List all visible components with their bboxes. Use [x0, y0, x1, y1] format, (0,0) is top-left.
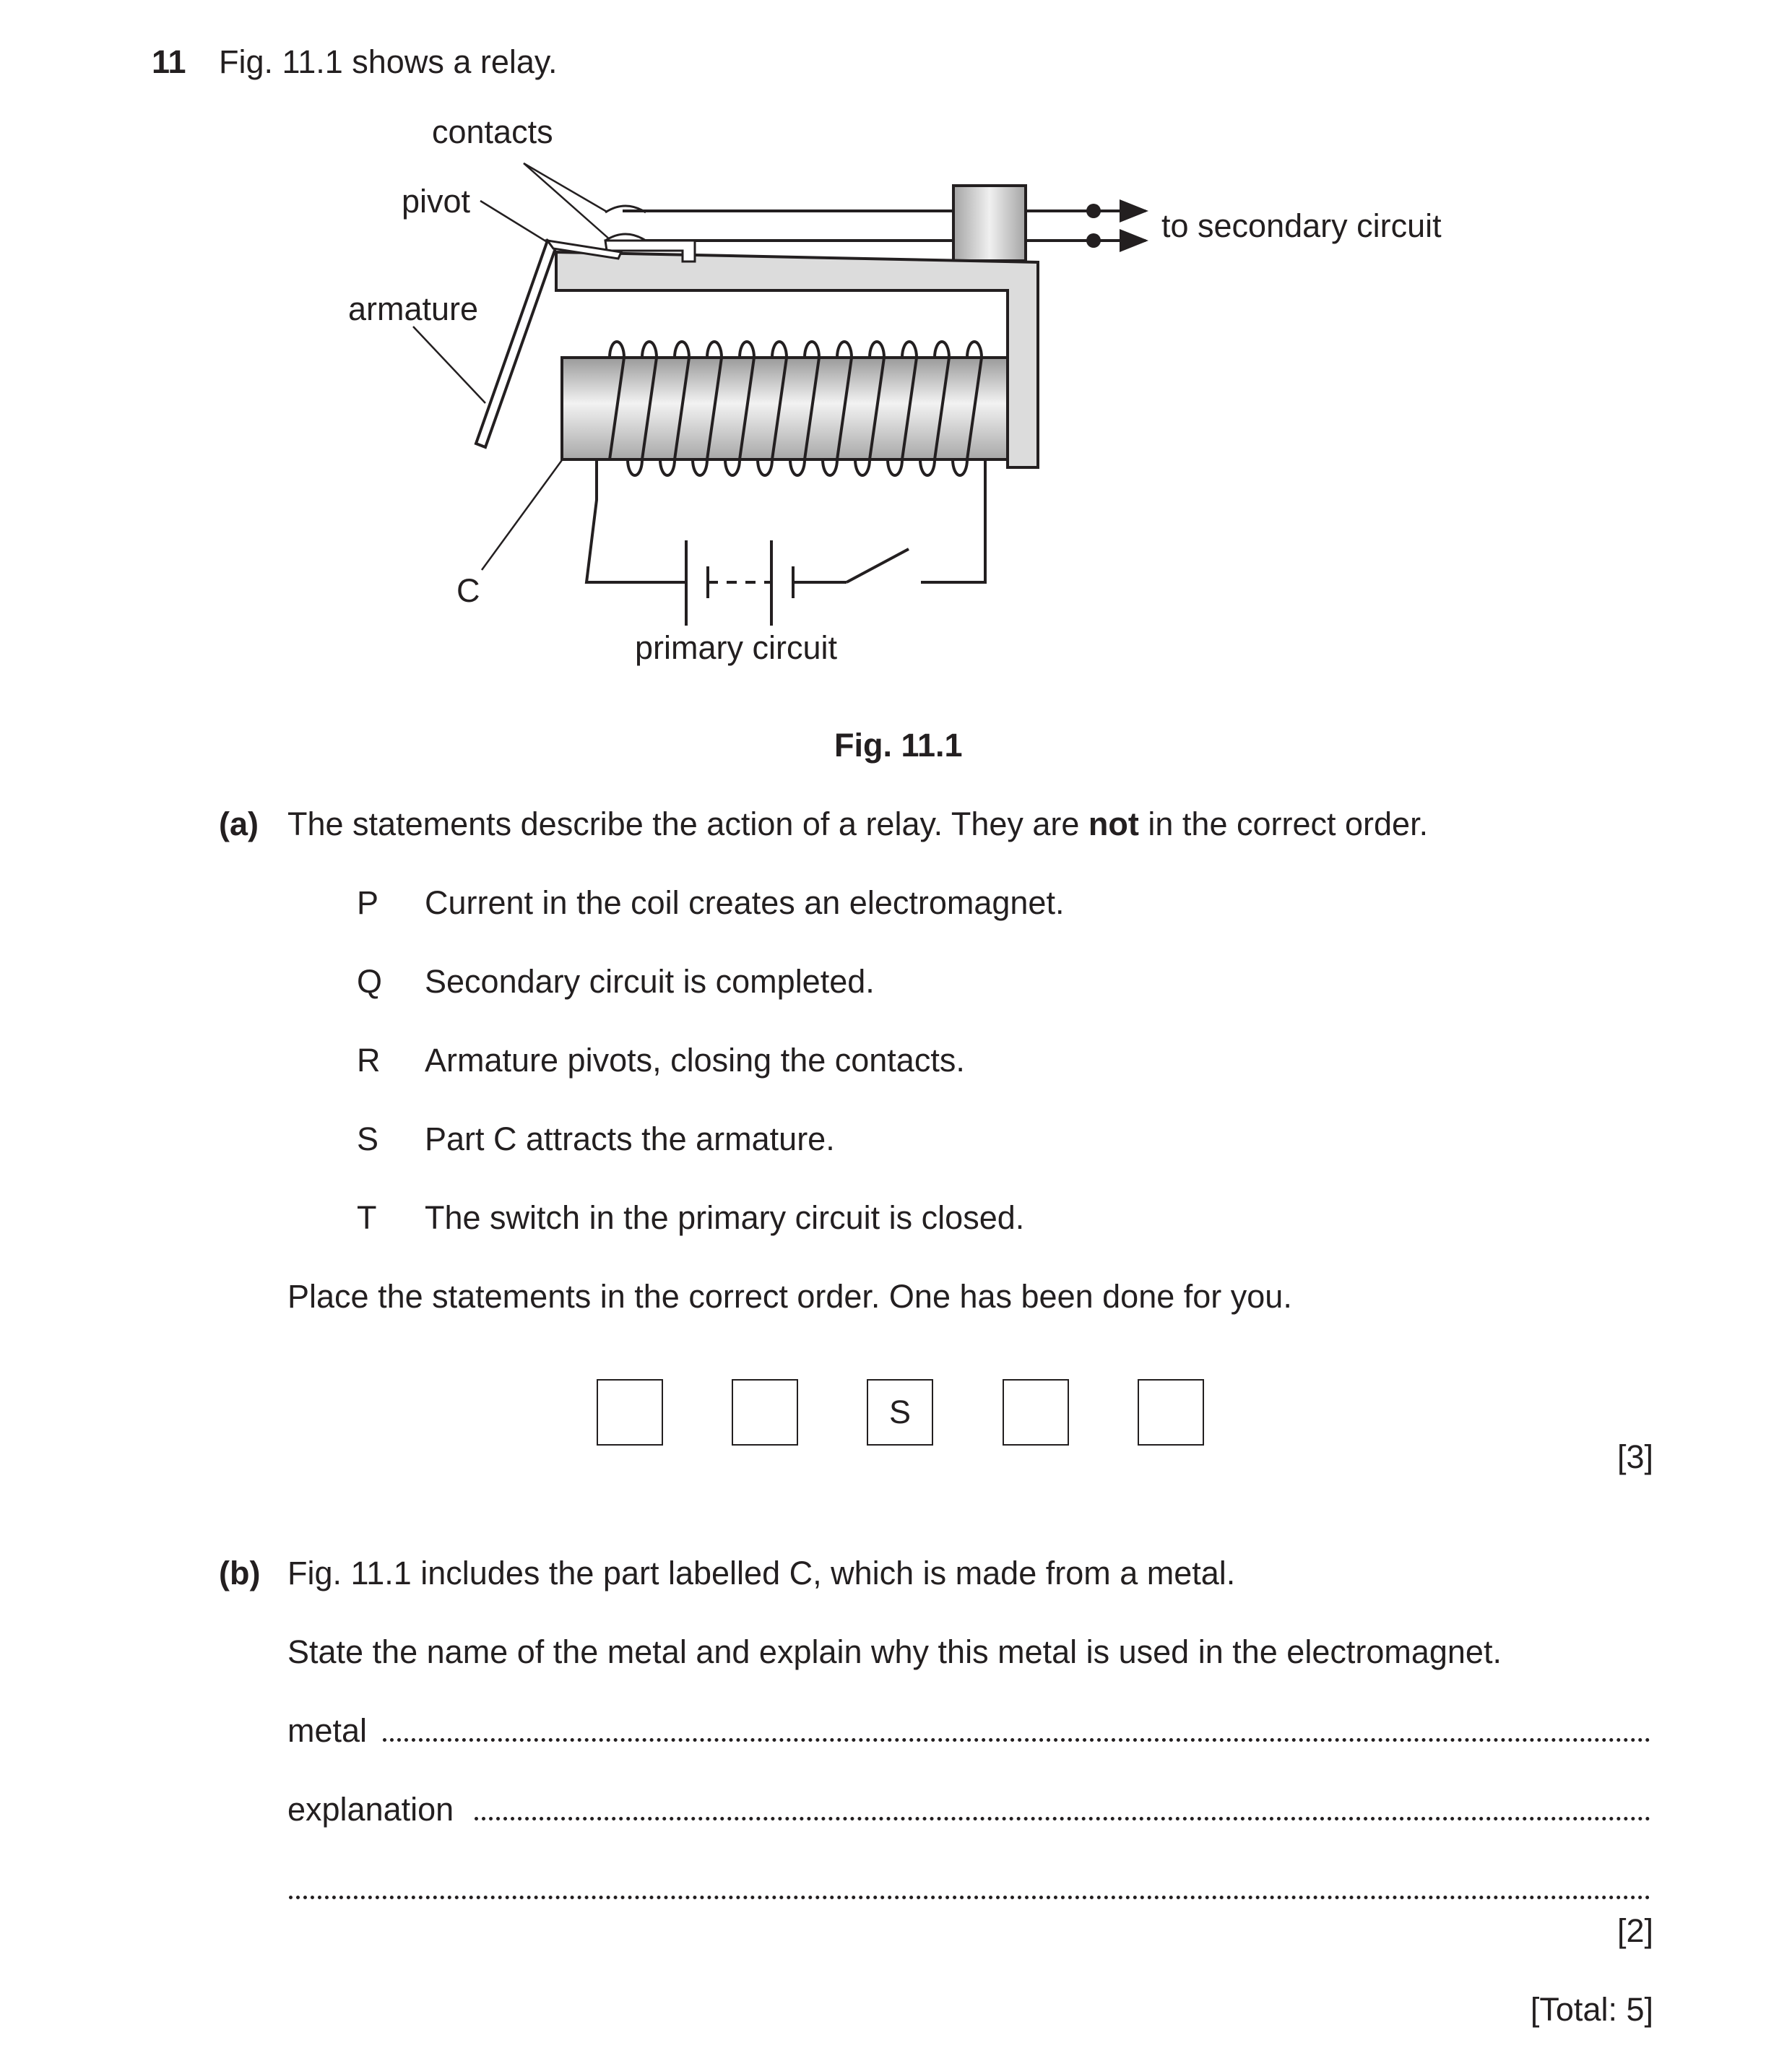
- statement-text: Current in the coil creates an electromagnet.: [425, 884, 1065, 921]
- figure-caption: Fig. 11.1: [834, 727, 963, 764]
- statement-letter: S: [357, 1120, 379, 1157]
- explanation-answer-line[interactable]: [475, 1817, 1650, 1820]
- intro-text: The statements describe the action of a relay. They are: [287, 805, 1088, 842]
- armature: [476, 241, 556, 447]
- part-a-label: (a): [219, 805, 259, 842]
- coil-back-loops: [610, 342, 982, 358]
- question-number: 11: [152, 43, 186, 80]
- answer-box-2[interactable]: [732, 1379, 798, 1446]
- answer-box-1[interactable]: [597, 1379, 663, 1446]
- secondary-wires: [623, 211, 1146, 241]
- answer-box-5[interactable]: [1138, 1379, 1204, 1446]
- explanation-answer-line-2[interactable]: [289, 1896, 1650, 1899]
- statement-text: Part C attracts the armature.: [425, 1120, 835, 1157]
- statement-text: Secondary circuit is completed.: [425, 963, 875, 1000]
- question-intro: Fig. 11.1 shows a relay.: [219, 43, 558, 80]
- primary-circuit-label: primary circuit: [635, 629, 838, 666]
- intro-bold-text: not: [1088, 805, 1139, 842]
- part-a-intro: [287, 805, 1429, 842]
- pivot-label: pivot: [402, 183, 471, 220]
- statement-letter: R: [357, 1042, 381, 1079]
- contacts-label: contacts: [432, 113, 553, 150]
- statement-letter: Q: [357, 963, 383, 1000]
- metal-answer-line[interactable]: [383, 1738, 1650, 1742]
- secondary-circuit-label: to secondary circuit: [1161, 207, 1442, 244]
- part-b-line1: Fig. 11.1 includes the part labelled C, which is made from a metal.: [287, 1555, 1236, 1591]
- part-b-label: (b): [219, 1555, 261, 1591]
- terminal-dot: [1086, 204, 1101, 218]
- coil-bottom-loops: [628, 459, 967, 475]
- intro-text-end: in the correct order.: [1138, 805, 1429, 842]
- statement-text: The switch in the primary circuit is closed.: [425, 1199, 1025, 1236]
- insulating-block: [953, 186, 1026, 261]
- battery-icon: [686, 540, 793, 626]
- statement-letter: P: [357, 884, 379, 921]
- statement-letter: T: [357, 1199, 377, 1236]
- armature-label: armature: [348, 290, 479, 327]
- part-b-marks: [2]: [1616, 1912, 1653, 1949]
- answer-box-4[interactable]: [1003, 1379, 1069, 1446]
- part-a-marks: [3]: [1616, 1438, 1653, 1475]
- answer-box-3: S: [867, 1379, 933, 1446]
- metal-label: metal: [287, 1712, 368, 1749]
- part-b-line2: State the name of the metal and explain why this metal is used in the electromagnet.: [287, 1633, 1502, 1670]
- terminal-dot: [1086, 233, 1101, 248]
- relay-diagram: [0, 0, 1792, 694]
- primary-circuit-wires: [586, 459, 985, 582]
- total-marks: [Total: 5]: [1530, 1991, 1653, 2028]
- part-a-instruction: Place the statements in the correct order. One has been done for you.: [287, 1278, 1292, 1315]
- statement-text: Armature pivots, closing the contacts.: [425, 1042, 965, 1079]
- explanation-label: explanation: [287, 1791, 454, 1828]
- part-c-label: C: [456, 572, 480, 609]
